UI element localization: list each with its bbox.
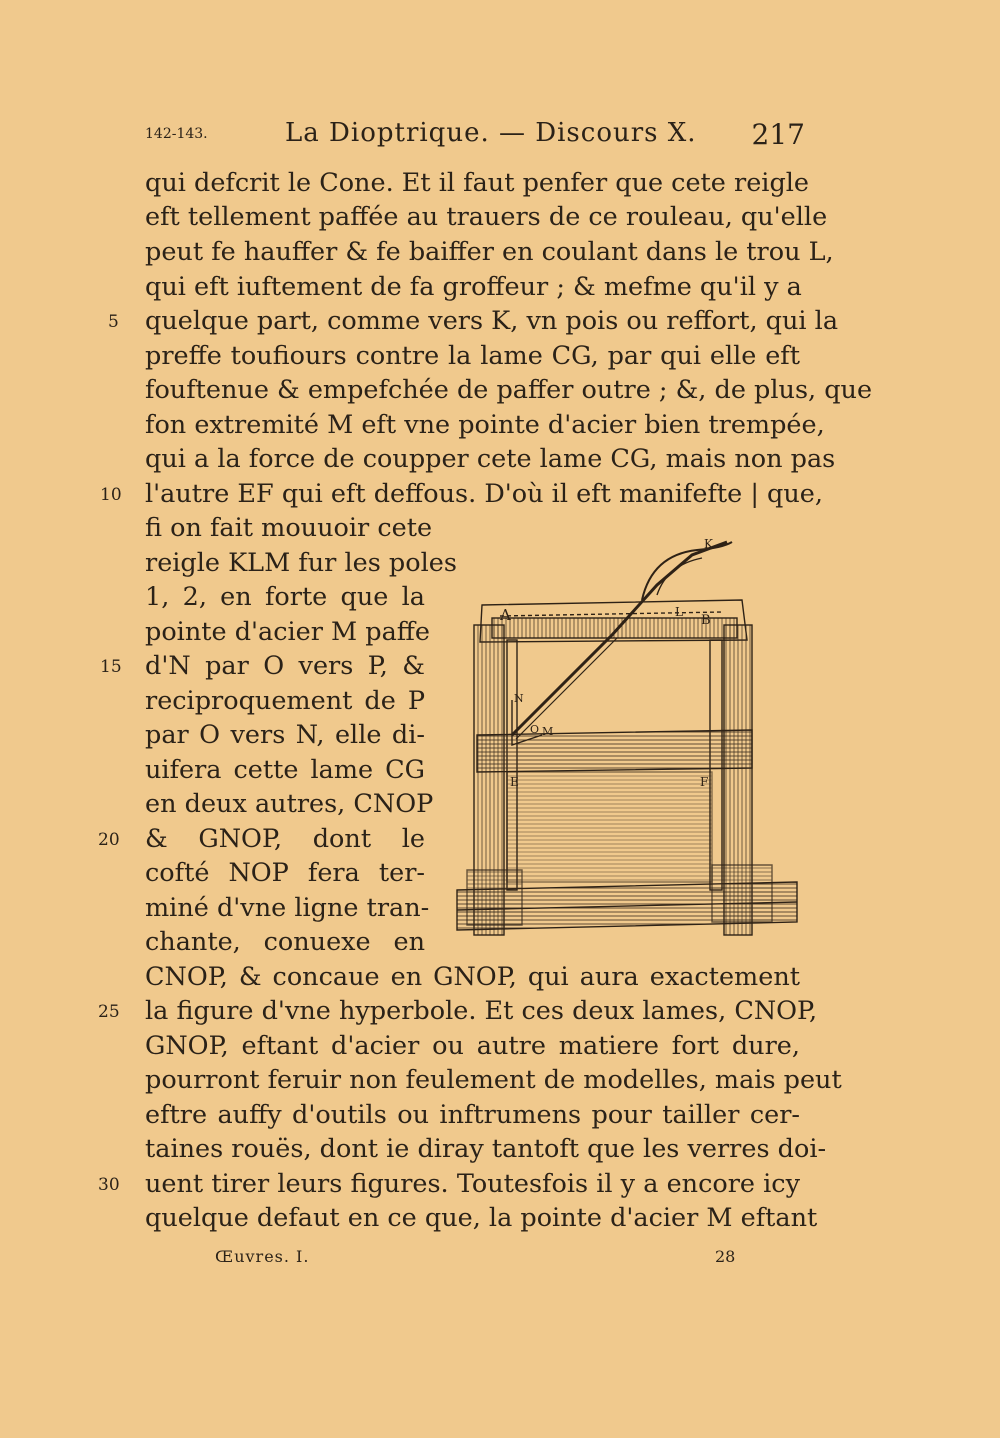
line-number: 20 xyxy=(98,830,120,850)
text-line: quelque defaut en ce que, la pointe d'acier M eftant xyxy=(145,1203,818,1233)
text-line: GNOP, eftant d'acier ou autre matiere fort dure, xyxy=(145,1031,800,1061)
label-K: K xyxy=(704,537,713,551)
text-line: chante, conuexe en xyxy=(145,927,425,957)
text-line: uent tirer leurs figures. Toutesfois il y a encore icy xyxy=(145,1169,800,1199)
text-line: reigle KLM fur les poles xyxy=(145,548,457,578)
text-line: l'autre EF qui eft deffous. D'où il eft manifefte | que, xyxy=(145,479,823,509)
label-E: E xyxy=(510,775,519,789)
text-line: cofté NOP fera ter- xyxy=(145,858,425,888)
text-line: en deux autres, CNOP xyxy=(145,789,434,819)
text-line: 1, 2, en forte que la xyxy=(145,582,425,612)
footer-volume: Œuvres. I. xyxy=(215,1247,310,1266)
footer-signature: 28 xyxy=(715,1247,736,1266)
line-number: 25 xyxy=(98,1002,120,1022)
label-A: A xyxy=(500,606,511,624)
text-line: par O vers N, elle di- xyxy=(145,720,425,750)
label-F: F xyxy=(700,775,709,789)
label-M: M xyxy=(542,725,554,738)
text-line: reciproquement de P xyxy=(145,686,425,716)
line-number: 30 xyxy=(98,1175,120,1195)
text-line: & GNOP, dont le xyxy=(145,824,425,854)
label-B: B xyxy=(701,613,711,628)
text-line: taines rouës, dont ie diray tantoft que les verres doi- xyxy=(145,1134,827,1164)
text-line: eftre auffy d'outils ou inftrumens pour tailler cer- xyxy=(145,1100,800,1130)
header-title: La Dioptrique. — Discours X. xyxy=(285,118,697,148)
text-line: pointe d'acier M paffe xyxy=(145,617,431,647)
text-line: pourront feruir non feulement de modelles, mais peut xyxy=(145,1065,842,1095)
text-line: quelque part, comme vers K, vn pois ou reffort, qui la xyxy=(145,306,839,336)
line-number: 15 xyxy=(100,657,122,677)
text-line: qui defcrit le Cone. Et il faut penfer que cete reigle xyxy=(145,168,810,198)
line-number: 5 xyxy=(108,312,119,332)
text-line: miné d'vne ligne tran- xyxy=(145,893,430,923)
header-page-number: 217 xyxy=(751,118,805,151)
text-line: fi on fait mouuoir cete xyxy=(145,513,433,543)
line-number: 10 xyxy=(100,485,122,505)
text-line: uifera cette lame CG xyxy=(145,755,425,785)
text-line: eft tellement paffée au trauers de ce rouleau, qu'elle xyxy=(145,202,828,232)
label-L: L xyxy=(675,605,683,619)
label-N: N xyxy=(514,692,524,705)
header-page-range: 142-143. xyxy=(145,126,208,142)
machine-engraving xyxy=(452,530,802,940)
text-line: preffe toufiours contre la lame CG, par qui elle eft xyxy=(145,341,800,371)
text-line: qui a la force de coupper cete lame CG, mais non pas xyxy=(145,444,836,474)
text-line: qui eft iuftement de fa groffeur ; & mefme qu'il y a xyxy=(145,272,802,302)
text-line: fon extremité M eft vne pointe d'acier bien trempée, xyxy=(145,410,825,440)
text-line: d'N par O vers P, & xyxy=(145,651,425,681)
text-line: peut fe hauffer & fe baiffer en coulant dans le trou L, xyxy=(145,237,834,267)
text-line: fouftenue & empefchée de paffer outre ; &, de plus, que xyxy=(145,375,873,405)
running-header xyxy=(145,118,805,158)
text-line: CNOP, & concaue en GNOP, qui aura exactement xyxy=(145,962,800,992)
text-line: la figure d'vne hyperbole. Et ces deux lames, CNOP, xyxy=(145,996,818,1026)
label-O: O xyxy=(530,723,540,736)
